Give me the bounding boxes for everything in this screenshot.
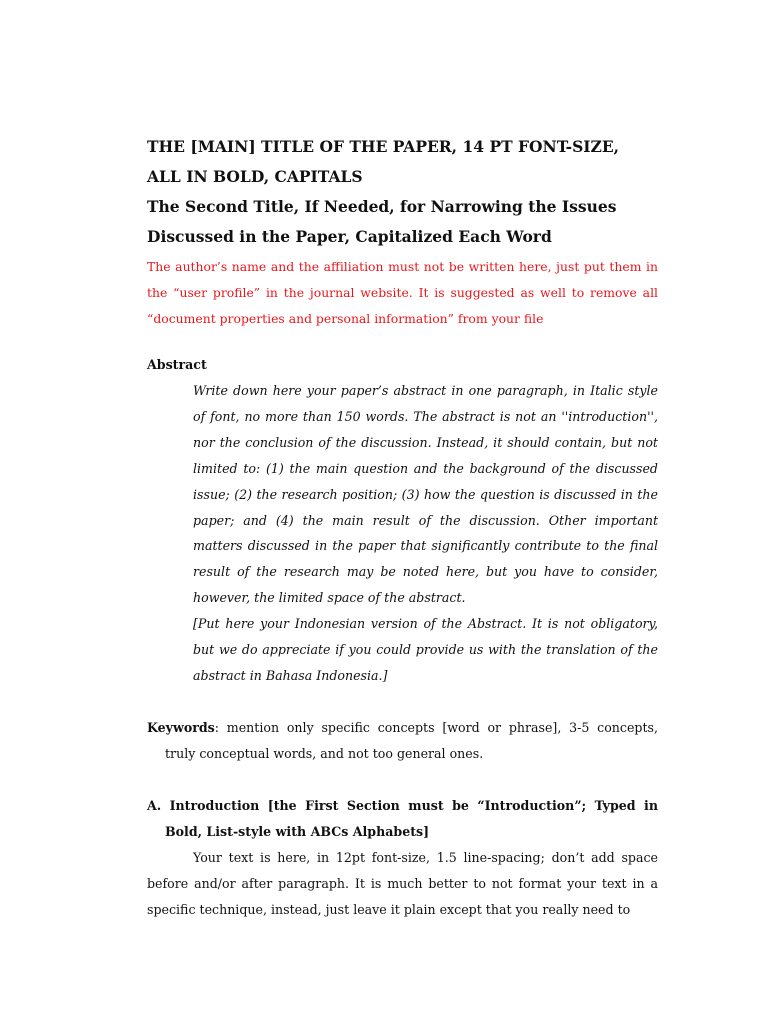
- introduction-body: Your text is here, in 12pt font-size, 1.5 line-spacing; don’t add space before and/or after paragraph. It is much better to not format your text in a specific technique, instead, just leave it plain except that you really need to: [147, 849, 658, 917]
- abstract-paragraph-indonesian: [Put here your Indonesian version of the Abstract. It is not obligatory, but we do appreciate if you could provide us with the translation of the abstract in Bahasa Indonesia.]: [193, 616, 658, 683]
- section-heading-introduction: A. Introduction [the First Section must be “Introduction”; Typed in Bold, List-style with ABCs Alphabets]: [147, 797, 658, 839]
- paper-page: [147, 132, 658, 923]
- author-note: The author’s name and the affiliation must not be written here, just put them in the “user profile” in the journal website. It is suggested as well to remove all “document properties and personal information” from your file: [147, 259, 658, 326]
- keywords-label: Keywords: [147, 719, 215, 735]
- abstract-body: [193, 378, 658, 689]
- keywords: [147, 715, 658, 767]
- abstract-heading: Abstract: [147, 357, 207, 372]
- keywords-text: : mention only specific concepts [word or phrase], 3-5 concepts, truly conceptual words, and not too general ones.: [165, 719, 658, 761]
- abstract-paragraph-english: Write down here your paper’s abstract in one paragraph, in Italic style of font, no more than 150 words. The abstract is not an ''introduction'', nor the conclusion of the discussion. Instead, it should contain, but not limited to: (1) the main question and the background of the discussed issue; (2) the research position; (3) how the question is discussed in the paper; and (4) the main result of the discussion. Other important matters discussed in the paper that significantly contribute to the final result of the research may be noted here, but you have to consider, however, the limited space of the abstract.: [193, 383, 658, 606]
- second-title: The Second Title, If Needed, for Narrowing the Issues Discussed in the Paper, Capitalized Each Word: [147, 197, 617, 246]
- main-title: THE [MAIN] TITLE OF THE PAPER, 14 PT FONT-SIZE, ALL IN BOLD, CAPITALS: [147, 137, 620, 186]
